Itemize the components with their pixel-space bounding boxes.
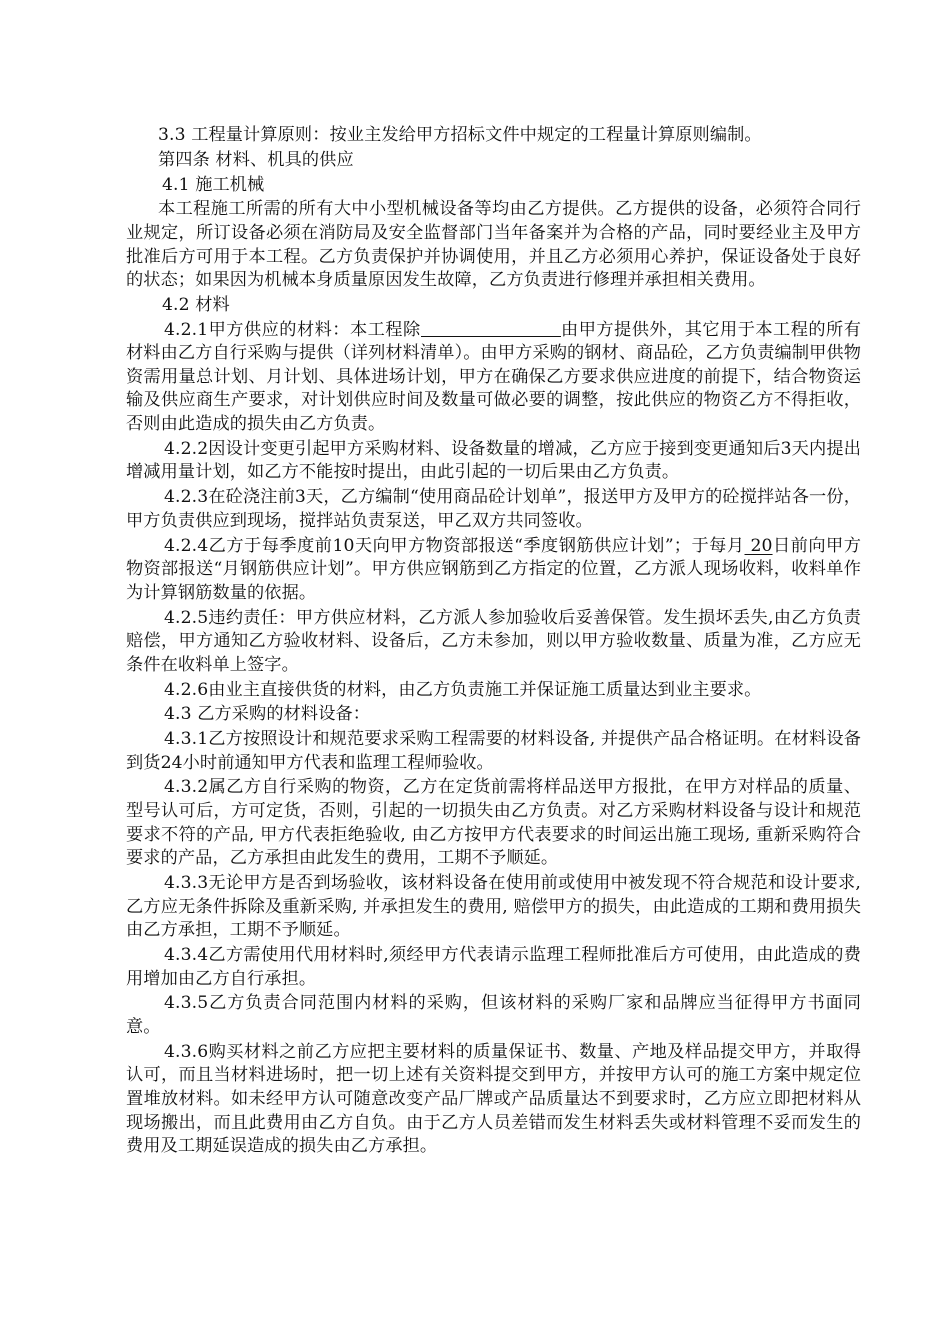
clause-4-3-heading: 4.3 乙方采购的材料设备：: [164, 704, 371, 725]
clause-4-2-heading: 4.2 材料: [162, 294, 230, 315]
clause-4-2-4-start: 4.2.4乙方于每季度前10天向甲方物资部报送“季度钢筋供应计划”；于每月: [164, 535, 745, 556]
clause-4-2-1-rest: 由甲方提供外，其它用于本工程的所有材料由乙方自行采购与提供（详列材料清单）。由甲方采购的钢材、商品砼，乙方负责编制甲供物资需用量总计划、月计划、具体进场计划，甲方在确保乙方要求供应进度的前提下，结合物资运输及供应商生产要求，对计划供应时间及数量可做必要的调整，按此供应的物资乙方不得拒收，否则由此造成的损失由乙方负责。: [126, 319, 862, 435]
clause-4-1-body: 本工程施工所需的所有大中小型机械设备等均由乙方提供。乙方提供的设备，必须符合同行业规定，所订设备必须在消防局及安全监督部门当年备案并为合格的产品，同时要经业主及甲方批准后方可用于本工程。乙方负责保护并协调使用，并且乙方必须用心养护，保证设备处于良好的状态；如果因为机械本身质量原因发生故障，乙方负责进行修理并承担相关费用。: [126, 199, 861, 291]
clause-4-2-3: 4.2.3在砼浇注前3天，乙方编制“使用商品砼计划单”，报送甲方及甲方的砼搅拌站各一份，甲方负责供应到现场，搅拌站负责泵送，甲乙双方共同签收。: [126, 487, 861, 531]
clause-4-3-5: 4.3.5乙方负责合同范围内材料的采购，但该材料的采购厂家和品牌应当征得甲方书面同意。: [126, 993, 861, 1037]
clause-4-3-1: 4.3.1乙方按照设计和规范要求采购工程需要的材料设备, 并提供产品合格证明。在材料设备到货24小时前通知甲方代表和监理工程师验收。: [126, 729, 861, 773]
clause-4-2-5: 4.2.5违约责任：甲方供应材料，乙方派人参加验收后妥善保管。发生损坏丢失,由乙方负责赔偿，甲方通知乙方验收材料、设备后，乙方未参加，则以甲方验收数量、质量为准，乙方应无条件在收料单上签字。: [126, 607, 861, 675]
clause-4-3-4: 4.3.4乙方需使用代用材料时,须经甲方代表请示监理工程师批准后方可使用，由此造成的费用增加由乙方自行承担。: [126, 945, 861, 989]
document-body: [126, 124, 861, 1160]
clause-3-3: 3.3 工程量计算原则：按业主发给甲方招标文件中规定的工程量计算原则编制。: [158, 125, 762, 145]
clause-4-2-2: 4.2.2因设计变更引起甲方采购材料、设备数量的增减，乙方应于接到变更通知后3天内提出增减用量计划，如乙方不能按时提出，由此引起的一切后果由乙方负责。: [126, 438, 861, 483]
clause-4-1-heading: 4.1 施工机械: [162, 174, 265, 195]
article-4-heading: 第四条 材料、机具的供应: [158, 149, 354, 170]
clause-4-2-1-start: 4.2.1甲方供应的材料：本工程除: [164, 319, 421, 340]
clause-4-2-1: [126, 319, 861, 437]
blank-underline: [421, 319, 561, 337]
clause-4-2-4: [126, 535, 861, 606]
underlined-day: 20: [744, 535, 773, 556]
clause-4-3-6: 4.3.6购买材料之前乙方应把主要材料的质量保证书、数量、产地及样品提交甲方，并取得认可，而且当材料进场时，把一切上述有关资料提交到甲方，并按甲方认可的施工方案中规定位置堆放材料。如未经甲方认可随意改变产品厂牌或产品质量达不到要求时，乙方应立即把材料从现场搬出，而且此费用由乙方自负。由于乙方人员差错而发生材料丢失或材料管理不妥而发生的费用及工期延误造成的损失由乙方承担。: [126, 1041, 861, 1157]
clause-4-3-3: 4.3.3无论甲方是否到场验收，该材料设备在使用前或使用中被发现不符合规范和设计要求, 乙方应无条件拆除及重新采购, 并承担发生的费用, 赔偿甲方的损失，由此造成的工期和费用损失由乙方承担，工期不予顺延。: [126, 873, 861, 941]
clause-4-2-6: 4.2.6由业主直接供货的材料，由乙方负责施工并保证施工质量达到业主要求。: [164, 679, 762, 700]
clause-4-3-2: 4.3.2属乙方自行采购的物资，乙方在定货前需将样品送甲方报批，在甲方对样品的质量、型号认可后，方可定货，否则，引起的一切损失由乙方负责。对乙方采购材料设备与设计和规范要求不符的产品, 甲方代表拒绝验收, 由乙方按甲方代表要求的时间运出施工现场, 重新采购符合要求的产品，乙方承担由此发生的费用，工期不予顺延。: [126, 777, 861, 869]
clause-4-2-4-rest: 日前向甲方物资部报送“月钢筋供应计划”。甲方供应钢筋到乙方指定的位置，乙方派人现场收料，收料单作为计算钢筋数量的依据。: [126, 535, 861, 603]
